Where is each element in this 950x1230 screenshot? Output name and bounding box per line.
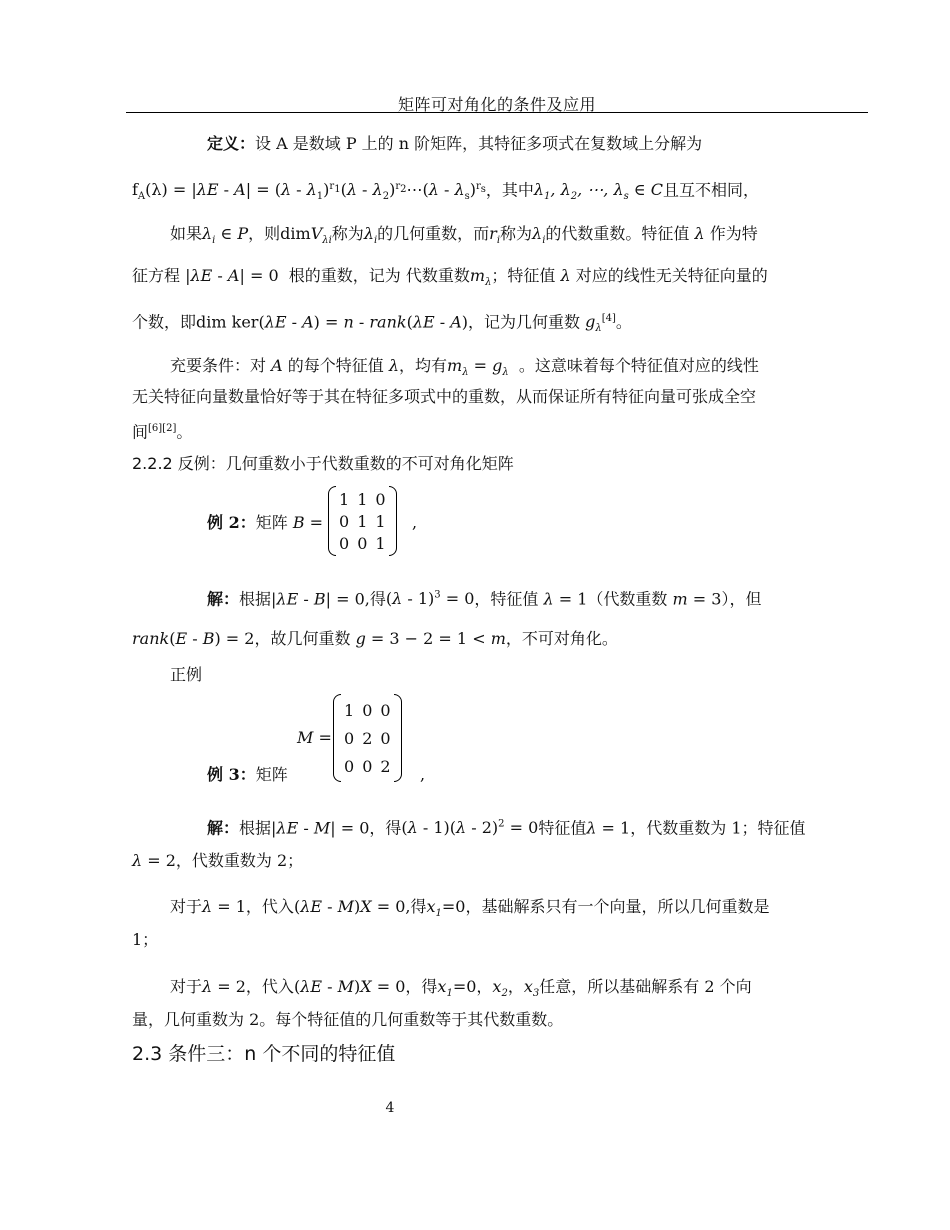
definition-label: 定义： [207, 134, 256, 153]
matrix-M-cell: 0 [380, 700, 391, 720]
text-have: ，均有 [399, 356, 448, 375]
matrix-B-cell: 1 [375, 533, 386, 553]
sufficient-line-2: 无关特征向量数量恰好等于其在特征多项式中的重数，从而保证所有特征向量可张成全空 [132, 387, 757, 406]
lambda-sym-2: λ [560, 266, 571, 285]
definition-text: 设 A 是数域 P 上的 n 阶矩阵，其特征多项式在复数域上分解为 [255, 134, 703, 153]
matrix-M-cell: 1 [344, 700, 355, 720]
char-eq: |λE - A| = 0 [185, 266, 279, 285]
dimV-expr: dimV$_{\lambda i}$ [280, 224, 332, 247]
formula-tail: ，其中 [485, 180, 534, 200]
text-then: ，则 [248, 224, 281, 243]
g-lambda: $g_\lambda$ [585, 312, 602, 335]
ref-6-2: [6][2] [148, 423, 177, 434]
example-3-comma: , [420, 765, 426, 784]
section-2-3-heading: 2.3 条件三：n 个不同的特征值 [132, 1043, 396, 1065]
matrix-B-right-paren [389, 486, 397, 556]
section-2-2-2-heading: 2.2.2 反例：几何重数小于代数重数的不可对角化矩阵 [132, 454, 514, 473]
distinct-text: 且互不相同， [663, 180, 760, 200]
matrix-M-cell: 0 [344, 756, 355, 776]
matrix-A: A [271, 356, 283, 375]
matrix-M-cell: 0 [362, 700, 373, 720]
solution-3-line-1 [207, 814, 806, 839]
matrix-B-cell: 0 [375, 489, 386, 509]
period-2: 。 [176, 422, 193, 442]
text-space: 间 [132, 422, 149, 442]
matrix-B-var: B = [292, 513, 324, 532]
matrix-B-left-paren [328, 486, 336, 556]
m-lambda: $m_\lambda$ [469, 266, 492, 289]
header-rule [126, 112, 868, 113]
text-eigenvalue: ；特征值 [491, 266, 556, 285]
text-meaning: 。这意味着每个特征值对应的线性 [518, 356, 759, 375]
solution-3-label: 解： [207, 818, 240, 838]
matrix-B-cell: 0 [357, 533, 368, 553]
text-comma: ， [507, 977, 524, 996]
text-for-2: 对于 [170, 977, 203, 996]
text-called-2: 称为 [500, 224, 533, 243]
example-3 [207, 764, 288, 786]
case-1-line-2: 1； [132, 930, 159, 949]
char-poly-formula: $f_A(\lambda) = |\lambda E - A| = (\lambda - \lambda_1)^{r_1}(\lambda$ - $\lambda_2)^{r_2}\cdots(\lambda - \lambda_s)^{r_s}$ [132, 180, 486, 203]
matrix-B-cell: 0 [339, 533, 350, 553]
eq-case1-system: (λE - M)X = 0 [293, 897, 406, 916]
x-2: $x_2$ [492, 977, 508, 1000]
text-count: 个数，即 [132, 312, 197, 332]
eq-det-B: |λE - B| = 0 [271, 589, 365, 609]
example-2 [207, 512, 323, 534]
text-eig: ，特征值 [474, 589, 539, 609]
definition-line-4 [132, 265, 768, 294]
text-according-2: 根据 [239, 818, 272, 838]
lambda-in-P: $\lambda_i$ ∈ P [202, 224, 249, 247]
matrix-B-cell: 1 [357, 489, 368, 509]
text-get-3: ,得 [405, 897, 427, 916]
text-substitute-2: ，代入 [245, 977, 294, 996]
matrix-M-left-paren [333, 694, 341, 782]
solution-2-line-1 [207, 585, 761, 610]
text-get-4: ，得 [405, 977, 438, 996]
eq-case1-lambda: λ = 1 [202, 897, 246, 916]
eq-cubic: (λ - 1)$^3$ = 0 [385, 589, 475, 609]
text-basis-one: =0，基础解系只有一个向量，所以几何重数是 [441, 897, 770, 916]
eq-lambda-1-b: λ = 1 [586, 818, 631, 838]
text-alg-1: ，代数重数为 1；特征值 [630, 818, 806, 838]
page-header-title: 矩阵可对角化的条件及应用 [397, 95, 596, 114]
char-poly-line [132, 176, 759, 209]
example-2-text: 矩阵 [255, 513, 288, 532]
text-eig-2: 特征值 [538, 818, 587, 838]
matrix-B [335, 488, 390, 554]
solution-2-label: 解： [207, 589, 240, 609]
example-2-label: 例 2： [207, 513, 256, 532]
definition-line-5 [132, 308, 632, 341]
matrix-B-cell: 1 [357, 511, 368, 531]
eq-rank: rank(E - B) = 2 [132, 629, 255, 648]
solution-3-line-2 [132, 850, 303, 872]
text-get-2: ，得 [369, 818, 402, 838]
eq-m-3: m = 3 [672, 589, 722, 609]
eq-lambda-2: λ = 2 [132, 851, 176, 870]
ref-4: [4] [601, 313, 616, 324]
definition-line-3 [170, 223, 758, 252]
case-1-line-1 [170, 896, 769, 925]
text-alg-mult: 的代数重数。特征值 [545, 224, 690, 243]
matrix-M [340, 696, 395, 780]
text-substitute: ，代入 [245, 897, 294, 916]
text-root-mult: 根的重数，记为 代数重数 [288, 266, 470, 285]
matrix-M-cell: 2 [362, 728, 373, 748]
lambda-sym-3: λ [388, 356, 400, 375]
solution-2-line-2 [132, 628, 618, 650]
lambda-i-2: $\lambda_i$ [532, 224, 546, 247]
text-for: 对于 [170, 897, 203, 916]
text-but: ），但 [721, 589, 762, 609]
text-according: 根据 [239, 589, 272, 609]
definition-line-1 [207, 133, 702, 155]
page-number: 4 [385, 1100, 395, 1116]
text-eq-zero: =0， [452, 977, 493, 996]
m-eq-g: $m_\lambda = g_\lambda$ [447, 356, 509, 379]
x-3: $x_3$ [523, 977, 540, 1000]
matrix-B-cell: 1 [339, 489, 350, 509]
text-alg-2: ，代数重数为 2； [175, 851, 304, 870]
eq-poly-M: (λ - 1)(λ - 2)$^2$ = 0 [401, 818, 539, 838]
text-called: 称为 [331, 224, 364, 243]
case-2-line-2: 量，几何重数为 2。每个特征值的几何重数等于其代数重数。 [132, 1010, 564, 1029]
period: 。 [615, 312, 632, 332]
eq-g: g = 3 − 2 = 1 < m [355, 629, 506, 648]
matrix-M-var: M = [297, 728, 332, 747]
matrix-M-right-paren [394, 694, 402, 782]
matrix-M-cell: 2 [380, 756, 391, 776]
text-if: 如果 [170, 224, 203, 243]
text-geo-mult-2: ，故几何重数 [254, 629, 351, 648]
text-lin-indep: 对应的线性无关特征向量的 [575, 266, 768, 285]
matrix-B-cell: 1 [375, 511, 386, 531]
eq-case2-system: (λE - M)X = 0 [293, 977, 406, 996]
eq-det-M: |λE - M| = 0 [271, 818, 370, 838]
text-geo: ，记为几何重数 [468, 312, 581, 332]
example-3-label: 例 3： [207, 765, 256, 784]
text-not-diag: ，不可对角化。 [505, 629, 618, 648]
text-iff: 充要条件：对 [170, 356, 267, 375]
example-2-comma: , [412, 513, 418, 532]
x-1: $x_1$ [426, 897, 442, 920]
text-get: ,得 [364, 589, 386, 609]
matrix-M-cell: 0 [362, 756, 373, 776]
text-char-eq: 征方程 [132, 266, 181, 285]
sufficient-line-3 [132, 418, 192, 443]
positive-example-label: 正例 [170, 665, 203, 684]
r-i: $r_i$ [489, 224, 501, 247]
text-geo-mult: 的几何重数，而 [377, 224, 490, 243]
text-arbitrary: 任意，所以基础解系有 2 个向 [539, 977, 752, 996]
dimker-eq: dim ker(λE - A) = n - rank(λE - A) [196, 312, 469, 332]
lambda-list: $\lambda_1$, $\lambda_2$, ⋯, $\lambda_s$ ∈ C [533, 180, 663, 203]
text-each-eig: 的每个特征值 [287, 356, 384, 375]
eq-lambda-1: λ = 1 [543, 589, 588, 609]
x-1-b: $x_1$ [437, 977, 453, 1000]
matrix-M-cell: 0 [380, 728, 391, 748]
lambda-i: $\lambda_i$ [363, 224, 378, 247]
matrix-B-cell: 0 [339, 511, 350, 531]
eq-case2-lambda: λ = 2 [202, 977, 246, 996]
text-alg: （代数重数 [587, 589, 668, 609]
lambda-sym: λ [694, 224, 705, 243]
sufficient-line-1 [170, 355, 759, 384]
case-2-line-1 [170, 976, 752, 1005]
example-3-text: 矩阵 [255, 765, 288, 784]
matrix-M-cell: 0 [344, 728, 355, 748]
text-as: 作为特 [709, 224, 758, 243]
